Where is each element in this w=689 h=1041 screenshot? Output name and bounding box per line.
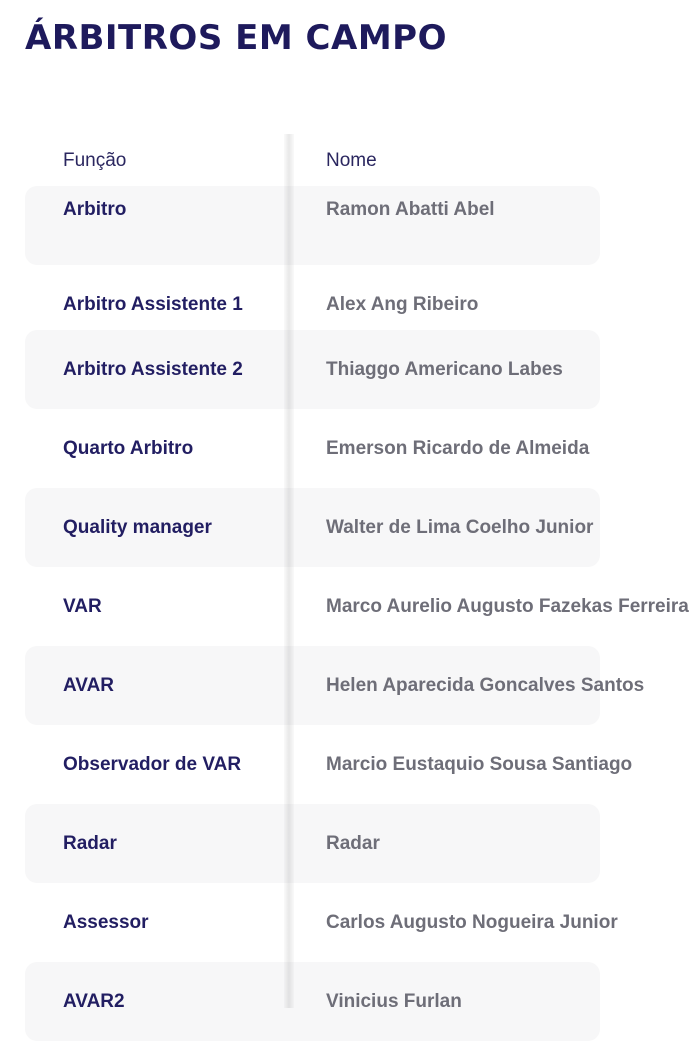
table-row <box>25 962 600 1041</box>
role-cell: AVAR <box>63 675 115 696</box>
name-cell: Ramon Abatti Abel <box>326 199 495 220</box>
name-cell: Radar <box>326 833 380 854</box>
page-title: ÁRBITROS EM CAMPO <box>25 18 447 58</box>
role-cell: Radar <box>63 833 117 854</box>
role-cell: VAR <box>63 596 102 617</box>
role-cell: Arbitro Assistente 2 <box>63 359 243 380</box>
name-cell: Helen Aparecida Goncalves Santos <box>326 675 645 696</box>
name-cell: Alex Ang Ribeiro <box>326 294 479 315</box>
referees-table[interactable] <box>25 134 689 1012</box>
role-cell: AVAR2 <box>63 991 125 1012</box>
sticky-column-shadow <box>284 134 294 1008</box>
name-cell: Vinicius Furlan <box>326 991 462 1012</box>
table-row <box>25 804 600 883</box>
column-header-role: Função <box>63 150 127 171</box>
name-cell: Emerson Ricardo de Almeida <box>326 438 590 459</box>
name-cell: Carlos Augusto Nogueira Junior <box>326 912 618 933</box>
table-row <box>25 567 689 646</box>
role-cell: Arbitro Assistente 1 <box>63 294 243 315</box>
role-cell: Assessor <box>63 912 149 933</box>
table-header-row <box>25 134 600 186</box>
role-cell: Observador de VAR <box>63 754 242 775</box>
table-row <box>25 488 600 567</box>
table-row <box>25 725 633 804</box>
name-cell: Marcio Eustaquio Sousa Santiago <box>326 754 633 775</box>
name-cell: Marco Aurelio Augusto Fazekas Ferreira <box>326 596 689 617</box>
name-cell: Walter de Lima Coelho Junior <box>326 517 594 538</box>
table-row <box>25 646 645 725</box>
table-row <box>25 330 600 409</box>
column-header-name: Nome <box>326 150 377 171</box>
role-cell: Quarto Arbitro <box>63 438 194 459</box>
name-cell: Thiaggo Americano Labes <box>326 359 563 380</box>
role-cell: Arbitro <box>63 199 127 220</box>
role-cell: Quality manager <box>63 517 212 538</box>
table-row <box>25 409 600 488</box>
table-row <box>25 186 600 265</box>
table-row <box>25 883 618 962</box>
